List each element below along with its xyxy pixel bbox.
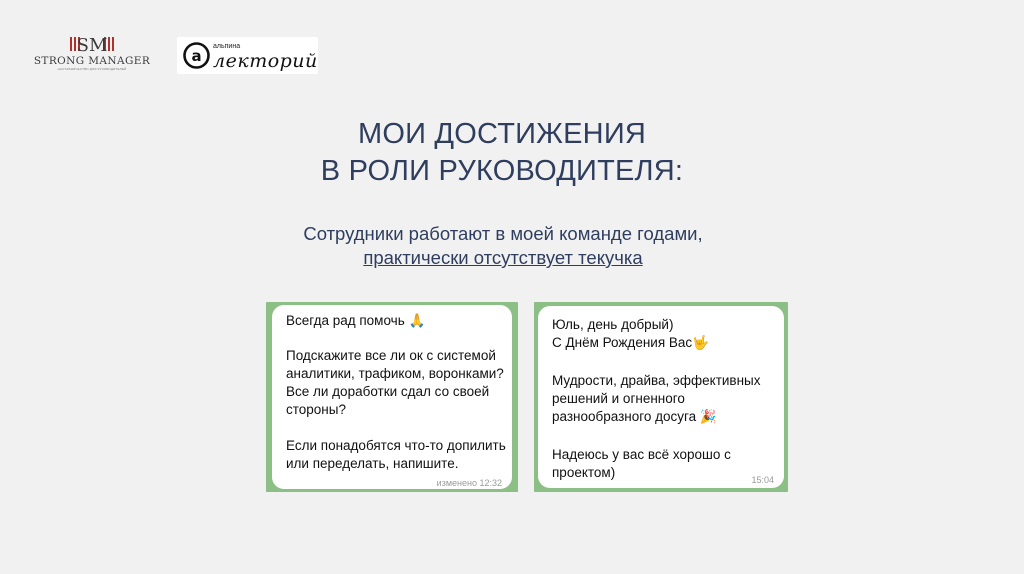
strong-manager-logo: [30, 34, 154, 80]
strong-manager-name: STRONG MANAGER: [33, 55, 151, 67]
message-line: решений и огненного: [552, 391, 685, 406]
title-line-1: МОИ ДОСТИЖЕНИЯ: [358, 118, 646, 150]
chat-screenshot-1: [266, 302, 518, 492]
message-line: Все ли доработки сдал со своей: [286, 384, 490, 399]
subtitle-line-1: Сотрудники работают в моей команде годами,: [303, 223, 703, 244]
message-line: Всегда рад помочь 🙏: [286, 313, 426, 328]
message-line: Мудрости, драйва, эффективных: [552, 373, 761, 388]
alpina-a-icon: [183, 42, 210, 69]
svg-text:SM: SM: [76, 35, 108, 54]
message-time: 15:04: [751, 475, 774, 485]
message-time: изменено 12:32: [436, 478, 502, 488]
svg-text:a: a: [191, 47, 202, 65]
sm-monogram-icon: [70, 34, 114, 54]
message-line: Если понадобятся что-то допилить: [286, 438, 506, 453]
alpina-big-text: лекторий: [213, 50, 318, 72]
message-line: Юль, день добрый): [552, 317, 674, 332]
message-line: аналитики, трафиком, воронками?: [286, 366, 504, 381]
message-line: разнообразного досуга 🎉: [552, 409, 717, 424]
alpina-lektoriy-logo: [177, 37, 318, 74]
message-line: Подскажите все ли ок с системой: [286, 348, 496, 363]
subtitle-line-2: практически отсутствует текучка: [363, 247, 643, 268]
chat-bubble-1: [272, 305, 512, 489]
message-line: С Днём Рождения Вас🤟: [552, 335, 709, 350]
strong-manager-tagline: НАСТАВНИЧЕСТВО ДЛЯ РУКОВОДИТЕЛЕЙ: [57, 67, 127, 71]
message-line: или переделать, напишите.: [286, 456, 459, 471]
title-line-2: В РОЛИ РУКОВОДИТЕЛЯ:: [320, 155, 684, 187]
alpina-small-text: альпина: [213, 43, 241, 50]
chat-screenshot-2: [534, 302, 788, 492]
chat-bubble-2: [538, 306, 784, 488]
message-line: Надеюсь у вас всё хорошо с: [552, 447, 731, 462]
message-line: стороны?: [286, 402, 346, 417]
message-line: проектом): [552, 465, 616, 480]
